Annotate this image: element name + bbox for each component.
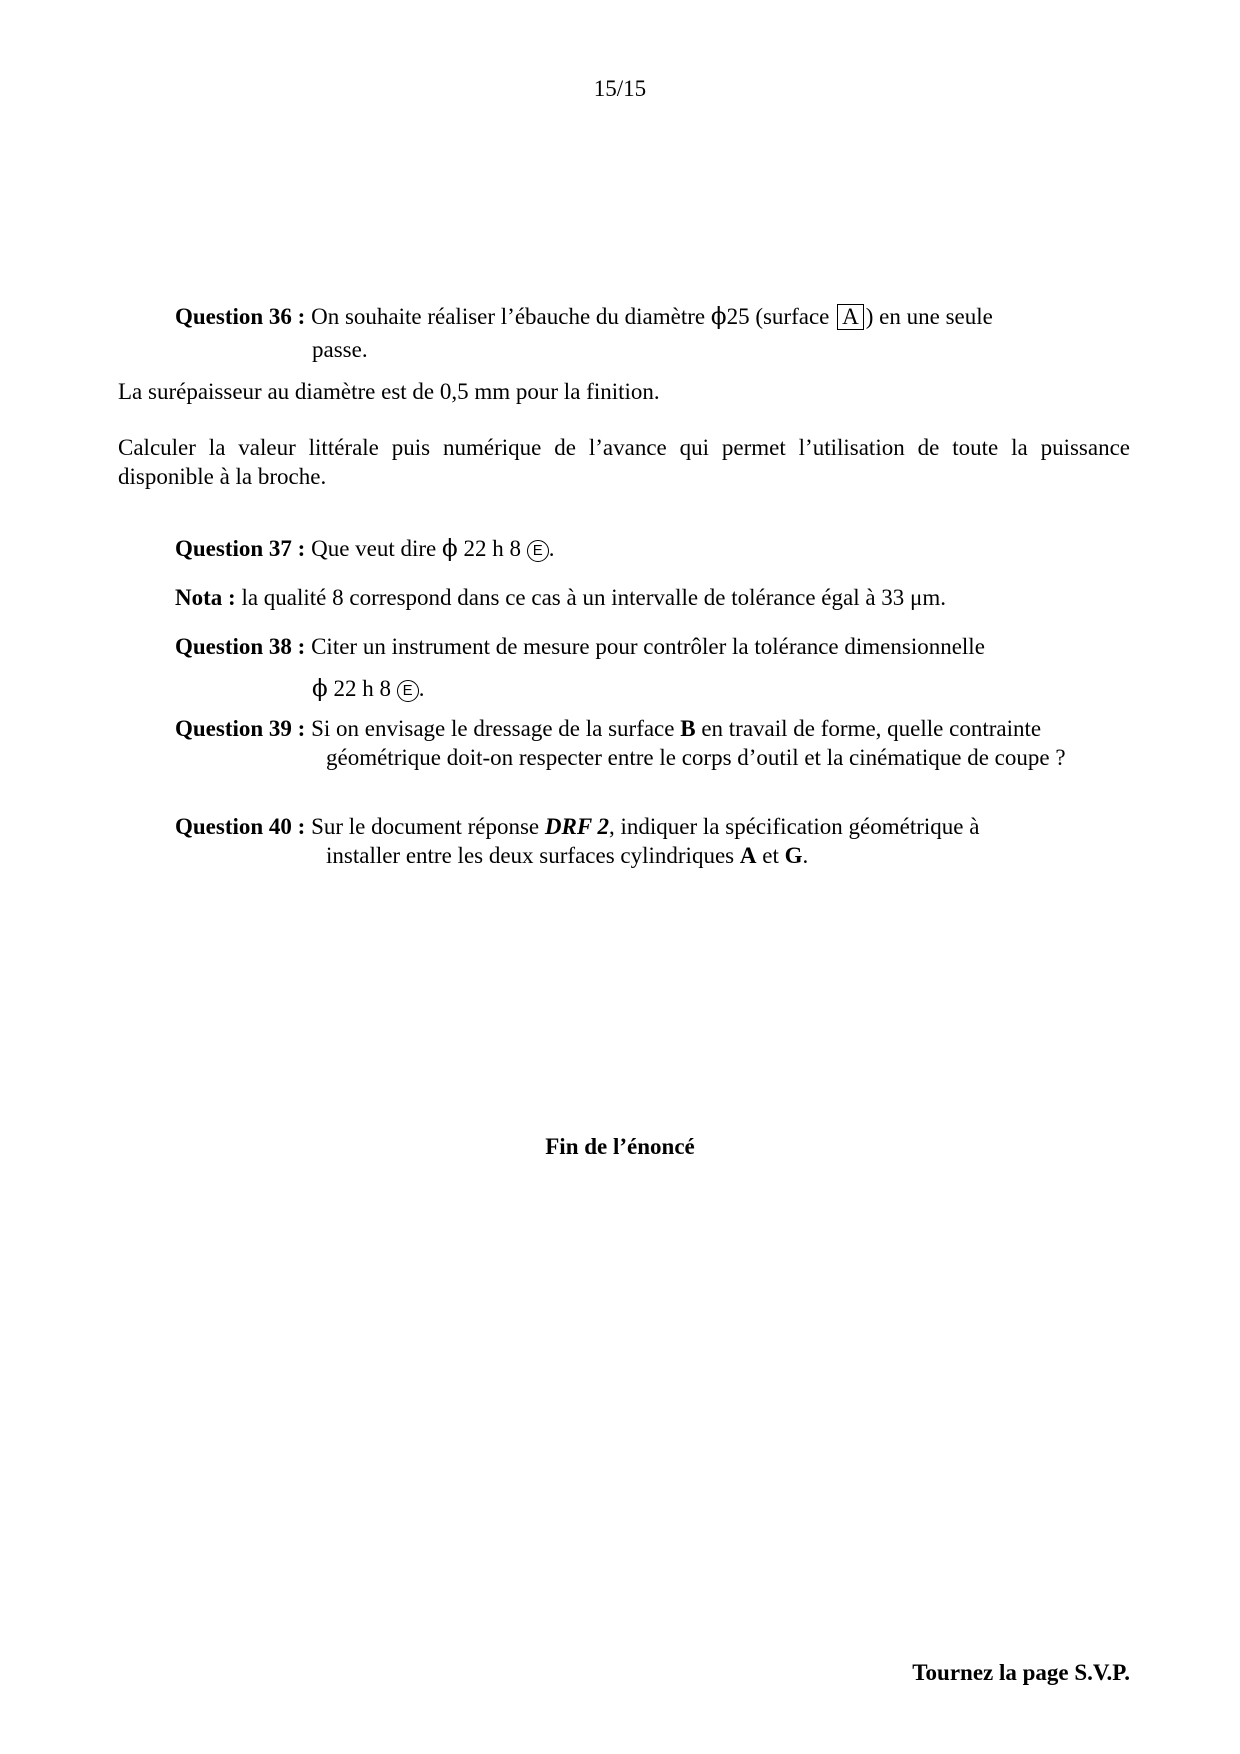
document-reference: DRF 2 bbox=[544, 814, 610, 839]
question-39-continuation: géométrique doit-on respecter entre le corps d’outil et la cinématique de coupe ? bbox=[326, 745, 1066, 770]
diameter-symbol: ϕ bbox=[312, 676, 328, 702]
tolerance-spec: 22 h 8 bbox=[333, 676, 391, 701]
question-38-text: Citer un instrument de mesure pour contrôler la tolérance dimensionnelle bbox=[311, 634, 985, 659]
question-38-end: . bbox=[418, 676, 425, 701]
question-36-text-surface: (surface bbox=[755, 304, 830, 329]
envelope-symbol-icon: E bbox=[397, 680, 419, 702]
nota bbox=[175, 583, 1130, 612]
question-39-label: Question 39 : bbox=[175, 716, 306, 741]
tolerance-spec: 22 h 8 bbox=[463, 536, 521, 561]
question-36-text-end: ) en une seule bbox=[865, 304, 993, 329]
question-37-label: Question 37 : bbox=[175, 536, 306, 561]
question-40-text-c: installer entre les deux surfaces cylindriques bbox=[326, 843, 735, 868]
end-title: Fin de l’énoncé bbox=[545, 1134, 695, 1159]
paragraph-calculation: Calculer la valeur littérale puis numérique de l’avance qui permet l’utilisation de toute la puissance disponible à la broche. bbox=[118, 435, 1130, 489]
question-38-label: Question 38 : bbox=[175, 634, 306, 659]
footer-turn-page: Tournez la page S.V.P. bbox=[912, 1660, 1130, 1685]
question-38-continuation bbox=[312, 674, 424, 704]
diameter-value: 25 bbox=[726, 304, 750, 329]
surface-g: G bbox=[784, 843, 803, 868]
question-40-continuation bbox=[326, 841, 1130, 870]
envelope-symbol-icon: E bbox=[527, 540, 549, 562]
question-39-text: Si on envisage le dressage de la surface bbox=[311, 716, 675, 741]
surface-a-box: A bbox=[837, 304, 864, 330]
question-37-text: Que veut dire bbox=[311, 536, 437, 561]
paragraph-overthickness: La surépaisseur au diamètre est de 0,5 mm pour la finition. bbox=[118, 379, 660, 404]
diameter-symbol: ϕ bbox=[442, 536, 458, 562]
question-36-continuation: passe. bbox=[312, 337, 368, 362]
question-40-end: . bbox=[802, 843, 809, 868]
nota-text: la qualité 8 correspond dans ce cas à un intervalle de tolérance égal à 33 μm. bbox=[241, 585, 947, 610]
question-40-text-b: , indiquer la spécification géométrique à bbox=[609, 814, 980, 839]
question-37 bbox=[175, 534, 1130, 564]
question-40 bbox=[175, 812, 1130, 841]
question-36-label: Question 36 : bbox=[175, 304, 306, 329]
page-number: 15/15 bbox=[593, 76, 647, 101]
question-40-label: Question 40 : bbox=[175, 814, 306, 839]
surface-a: A bbox=[739, 843, 757, 868]
diameter-symbol: ϕ bbox=[710, 304, 727, 330]
question-39-text-b: en travail de forme, quelle contrainte bbox=[701, 716, 1042, 741]
question-37-end: . bbox=[548, 536, 555, 561]
question-39 bbox=[175, 714, 1130, 743]
question-36 bbox=[175, 302, 1130, 332]
surface-b: B bbox=[680, 716, 696, 741]
question-38 bbox=[175, 632, 1130, 661]
question-40-and: et bbox=[762, 843, 779, 868]
question-36-text: On souhaite réaliser l’ébauche du diamètre bbox=[311, 304, 706, 329]
question-40-text: Sur le document réponse bbox=[311, 814, 540, 839]
nota-label: Nota : bbox=[175, 585, 236, 610]
